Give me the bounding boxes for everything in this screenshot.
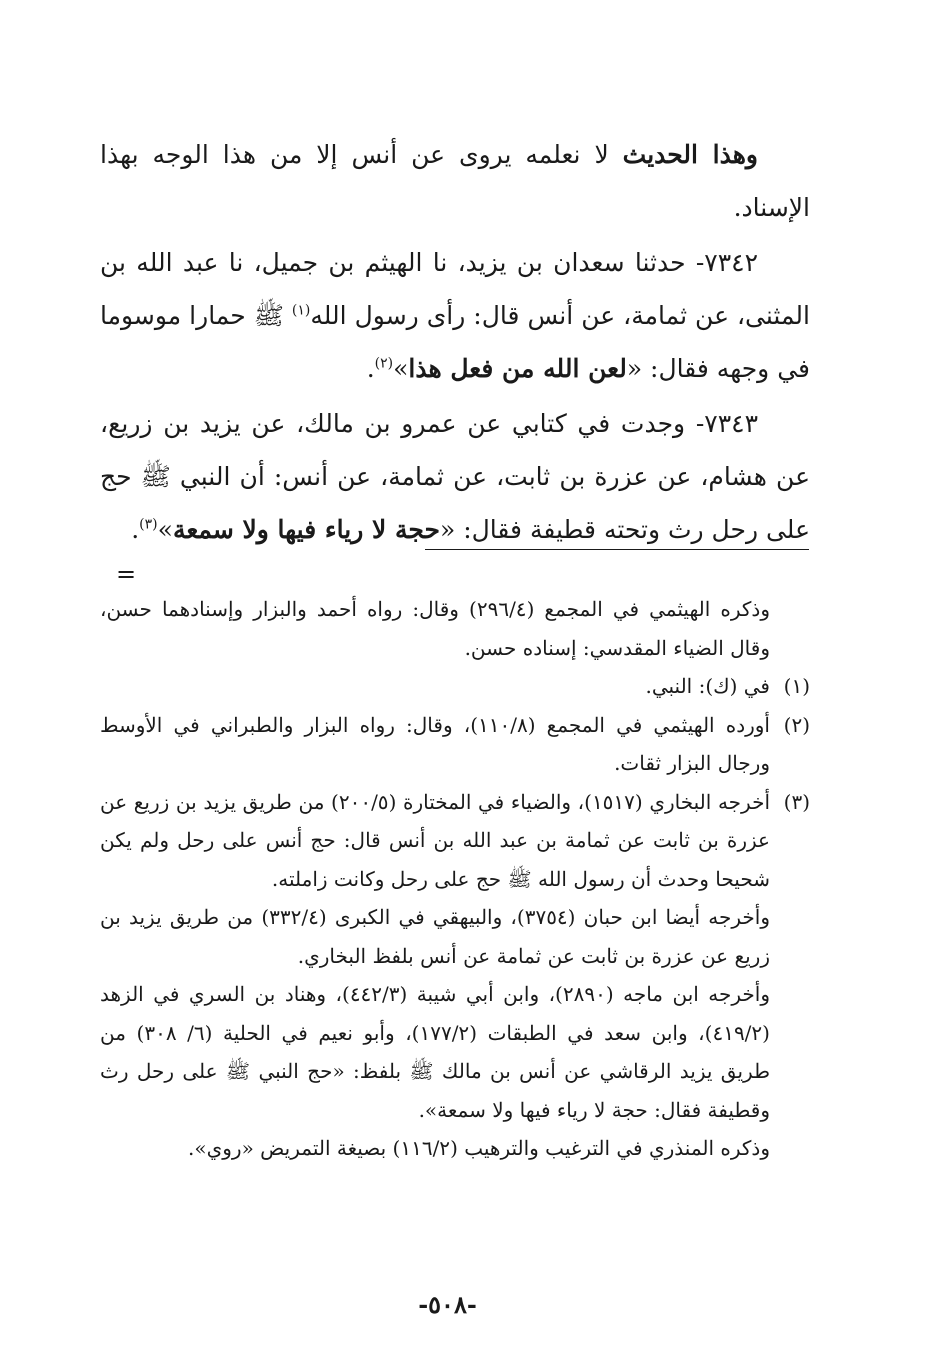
footnote-ref-3[interactable]: (٣) — [139, 516, 158, 533]
footnote-number: (١) — [783, 674, 810, 698]
footnote-3 — [100, 783, 810, 899]
footnote-text: أخرجه البخاري (١٥١٧)، والضياء في المختارة (٢٠٠/٥) من طريق يزيد بن زريع عن عزرة بن ثابت عن ثمامة بن عبد الله بن أنس قال: حج أنس على رحل ولم يكن شحيحا وحدث أن رسول الله ﷺ حج على رحل وكانت زاملته. — [100, 789, 771, 891]
quote-close: » — [157, 515, 173, 544]
paragraph-text: ٧٣٤٢- حدثنا سعدان بن يزيد، نا الهيثم بن جميل، نا عبد الله بن المثنى، عن ثمامة، عن أنس قال: رأى رسول الله — [100, 248, 810, 330]
page-number: -٥٠٨- — [418, 1290, 477, 1319]
footnote-3-paragraph-2: وأخرجه أيضا ابن حبان (٣٧٥٤)، والبيهقي في الكبرى (٣٣٢/٤) من طريق يزيد بن زريع عن عزرة بن ثابت عن ثمامة عن أنس بلفظ البخاري. — [100, 905, 770, 968]
paragraph-text: لا نعلمه يروى عن أنس إلا من هذا الوجه بهذا الإسناد. — [100, 140, 810, 222]
hadith-7343 — [100, 397, 810, 556]
hadith-quote: حجة لا رياء فيها ولا سمعة — [172, 515, 440, 544]
footnote-3-paragraph-3: وأخرجه ابن ماجه (٢٨٩٠)، وابن أبي شيبة (٤٤٢/٣)، وهناد بن السري في الزهد (٤١٩/٢)، وابن سعد في الطبقات (١٧٧/٢)، وأبو نعيم في الحلية (٦/ ٣٠٨) من طريق يزيد الرقاشي عن أنس بن مالك ﷺ بلفظ: «حج النبي ﷺ على رحل رث وقطيفة فقال: حجة لا رياء فيها ولا سمعة». — [100, 982, 770, 1122]
paragraph-text: ﷺ حمارا موسوما في وجهه فقال: « — [100, 301, 810, 383]
footnote-text: في (ك): النبي. — [645, 674, 770, 698]
footnote-3-paragraph-4: وذكره المنذري في الترغيب والترهيب (١١٦/٢) بصيغة التمريض «روي». — [188, 1136, 770, 1160]
bold-phrase: وهذا الحديث — [622, 140, 759, 169]
main-text — [100, 128, 810, 558]
continuation-mark: = — [116, 560, 137, 588]
footnote-number: (٢) — [783, 712, 810, 737]
footnote-divider — [425, 549, 809, 550]
paragraph-1 — [100, 128, 810, 234]
footnote-1 — [100, 667, 810, 706]
period: . — [131, 515, 140, 544]
footnote-text: أورده الهيثمي في المجمع (١١٠/٨)، وقال: رواه البزار والطبراني في الأوسط ورجال البزار ثقات. — [100, 712, 770, 775]
hadith-7342 — [100, 236, 810, 395]
footnotes — [100, 590, 810, 1168]
period: . — [366, 354, 375, 383]
footnote-2 — [100, 706, 810, 783]
footnote-ref-2[interactable]: (٢) — [374, 355, 394, 372]
quote-close: » — [393, 354, 409, 383]
paragraph-text: ٧٣٤٣- وجدت في كتابي عن عمرو بن مالك، عن يزيد بن زريع، عن هشام، عن عزرة بن ثابت، عن ثمامة، عن أنس: أن النبي ﷺ حج على رحل رث وتحته قطيفة فقال: « — [100, 409, 810, 544]
footnote-continuation: وذكره الهيثمي في المجمع (٢٩٦/٤) وقال: رواه أحمد والبزار وإسنادهما حسن، وقال الضياء المقدسي: إسناده حسن. — [100, 597, 770, 660]
hadith-quote: لعن الله من فعل هذا — [408, 354, 627, 383]
footnote-ref-1[interactable]: (١) — [291, 302, 311, 319]
footnote-number: (٣) — [783, 789, 810, 814]
